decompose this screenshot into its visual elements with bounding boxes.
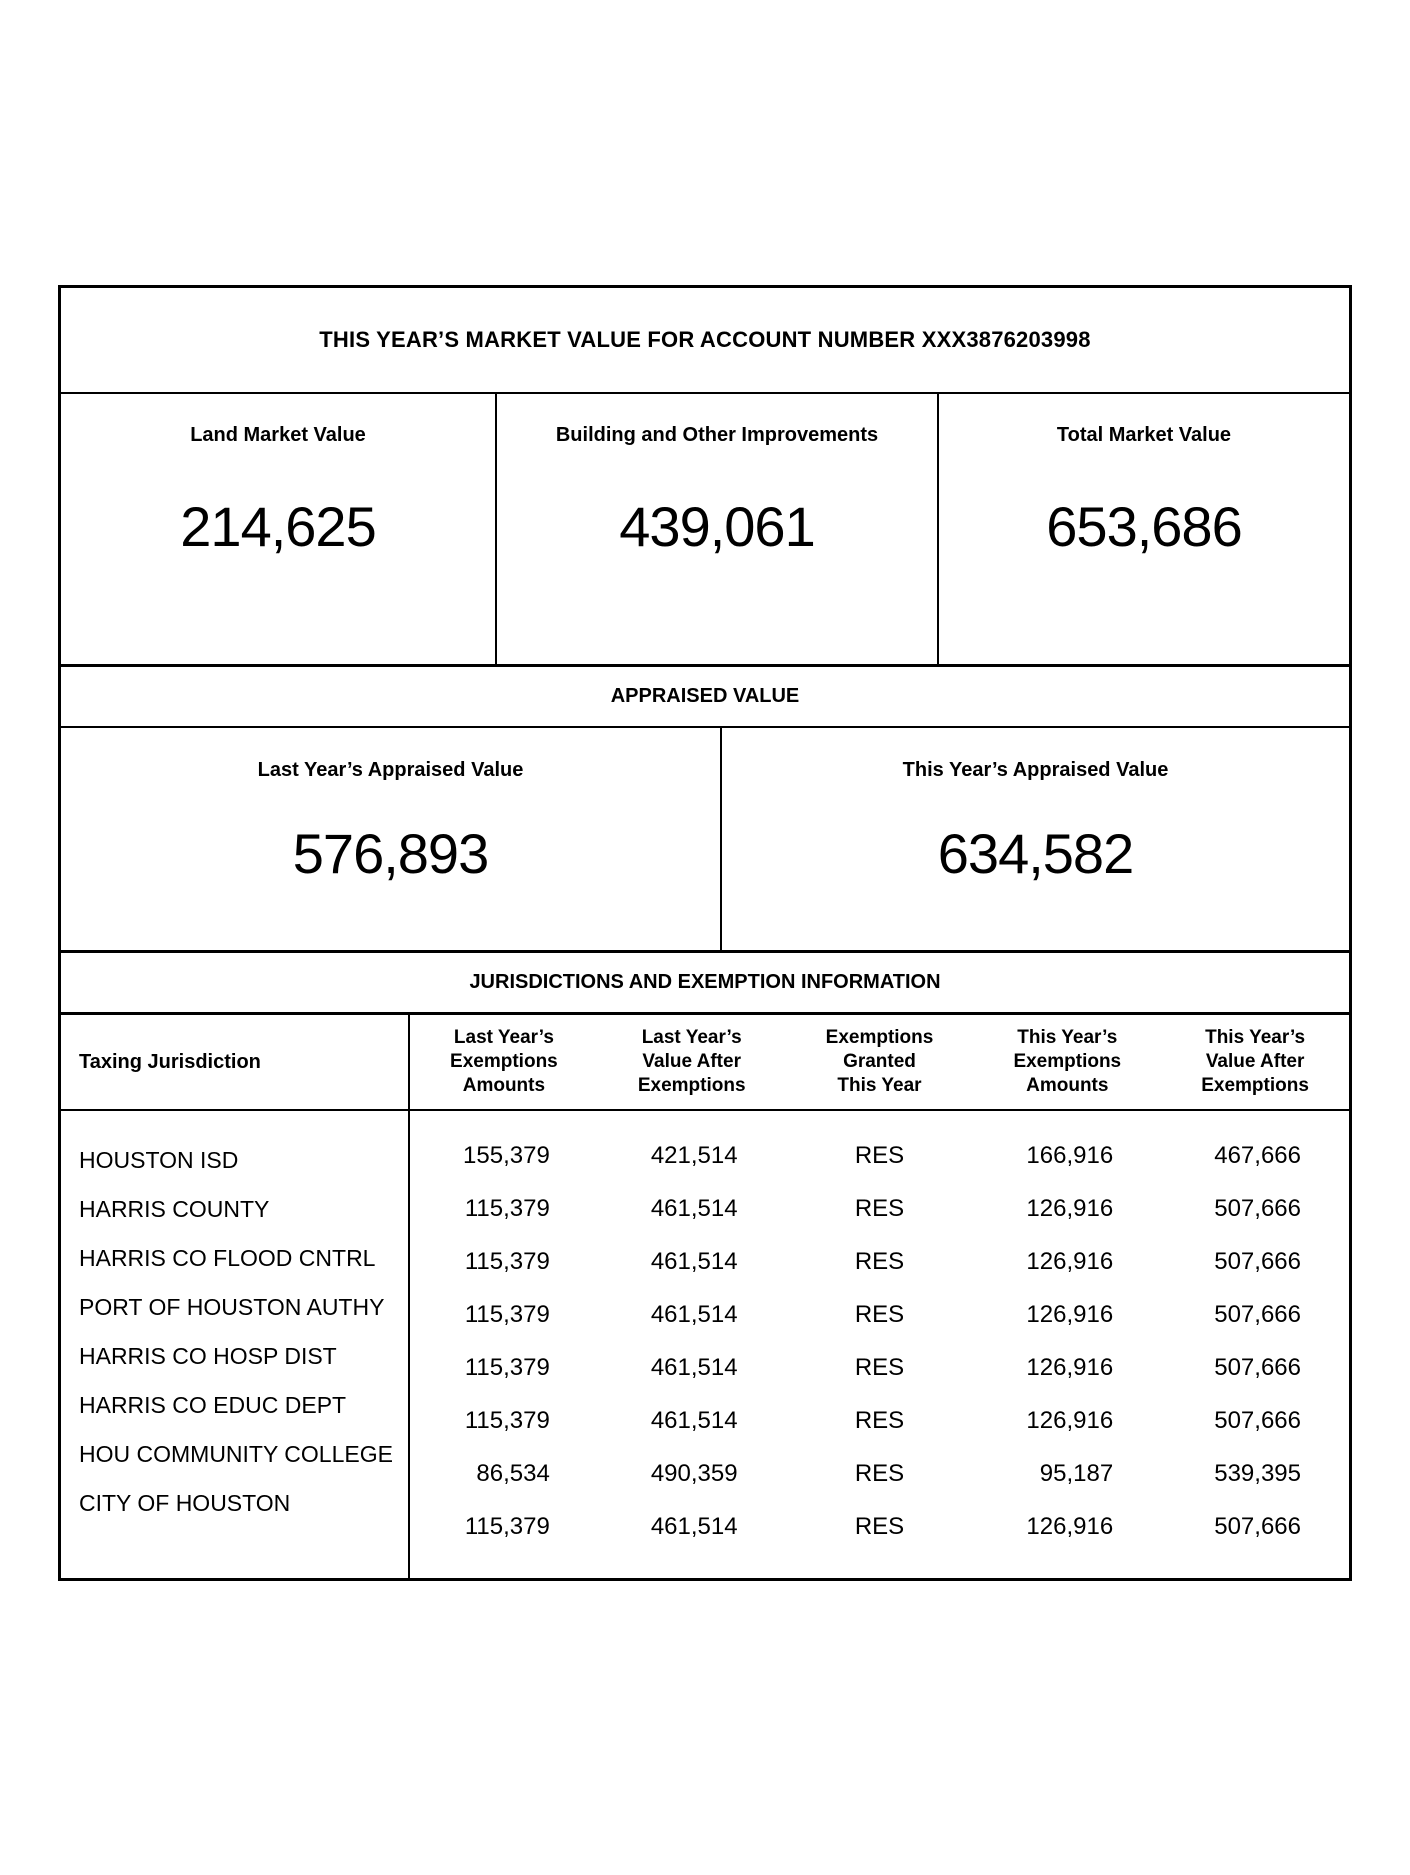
table-row [410,1354,1349,1407]
jurisdiction-name: CITY OF HOUSTON [79,1490,291,1516]
appraised-value-header: APPRAISED VALUE [61,667,1349,728]
last-year-exemptions-value: 115,379 [464,1513,550,1540]
taxing-jurisdiction-names [61,1111,410,1578]
this-year-value-after-value: 507,666 [1214,1195,1301,1222]
this-year-value-after-value: 539,395 [1214,1460,1301,1487]
jurisdictions-table-body [61,1111,1349,1578]
exemptions-granted-value: RES [854,1460,905,1487]
exemptions-granted-value: RES [854,1142,905,1169]
jurisdiction-name: HARRIS CO EDUC DEPT [79,1392,347,1418]
jurisdiction-name: HOUSTON ISD [79,1147,239,1173]
jurisdiction-name: HARRIS COUNTY [79,1196,270,1222]
total-market-value-label: Total Market Value [1056,424,1232,446]
this-year-exemptions-value: 126,916 [1026,1195,1114,1222]
this-year-value-after-value: 507,666 [1214,1301,1301,1328]
appraised-value-section [61,728,1349,953]
exemptions-granted-value: RES [854,1301,905,1328]
last-year-appraised-cell [61,728,722,950]
last-year-value-after-value: 461,514 [650,1195,738,1222]
last-year-value-after-value: 421,514 [650,1142,738,1169]
this-year-exemptions-value: 126,916 [1026,1301,1114,1328]
this-year-appraised-label: This Year’s Appraised Value [902,759,1169,781]
this-year-appraised-cell [722,728,1349,950]
building-improvements-label: Building and Other Improvements [555,424,879,446]
table-row [410,1407,1349,1460]
jurisdiction-name: HARRIS CO FLOOD CNTRL [79,1245,376,1271]
this-year-exemptions-value: 126,916 [1026,1248,1114,1275]
land-market-value-cell [61,394,497,664]
exemptions-granted-value: RES [854,1195,905,1222]
land-market-value: 214,625 [180,495,376,558]
exemptions-granted-value: RES [854,1513,905,1540]
notice-title: THIS YEAR’S MARKET VALUE FOR ACCOUNT NUMBER XXX3876203998 [61,288,1349,394]
total-market-value-cell [939,394,1349,664]
total-market-value: 653,686 [1046,495,1242,558]
market-value-section [61,394,1349,667]
table-row [410,1248,1349,1301]
last-year-value-after-value: 461,514 [650,1301,738,1328]
this-year-exemptions-value: 126,916 [1026,1407,1114,1434]
last-year-value-after-value: 490,359 [650,1460,738,1487]
last-year-value-after-header: Last Year’s Value After Exemptions [637,1027,746,1096]
this-year-value-after-value: 507,666 [1214,1354,1301,1381]
last-year-exemptions-value: 115,379 [464,1248,550,1275]
table-row [410,1142,1349,1195]
this-year-exemptions-value: 166,916 [1026,1142,1114,1169]
jurisdiction-name: HOU COMMUNITY COLLEGE [79,1441,393,1467]
jurisdiction-values [410,1111,1349,1578]
land-market-value-label: Land Market Value [190,424,366,446]
jurisdiction-name: PORT OF HOUSTON AUTHY [79,1294,385,1320]
table-row [410,1460,1349,1513]
this-year-exemptions-value: 126,916 [1026,1513,1114,1540]
exemptions-granted-value: RES [854,1354,905,1381]
appraisal-notice-table [58,285,1352,1581]
this-year-value-after-value: 507,666 [1214,1513,1301,1540]
building-improvements-cell [497,394,939,664]
last-year-value-after-value: 461,514 [650,1354,738,1381]
jurisdictions-value-headers [410,1015,1349,1109]
last-year-exemptions-header: Last Year’s Exemptions Amounts [450,1027,558,1096]
jurisdictions-column-headers [61,1015,1349,1111]
table-row [410,1195,1349,1248]
last-year-value-after-value: 461,514 [650,1407,738,1434]
exemptions-granted-value: RES [854,1407,905,1434]
this-year-value-after-header: This Year’s Value After Exemptions [1201,1027,1309,1096]
building-improvements-value: 439,061 [619,495,815,558]
jurisdiction-name: HARRIS CO HOSP DIST [79,1343,337,1369]
last-year-appraised-label: Last Year’s Appraised Value [257,759,524,781]
last-year-value-after-value: 461,514 [650,1248,738,1275]
last-year-exemptions-value: 115,379 [464,1195,550,1222]
last-year-exemptions-value: 115,379 [464,1301,550,1328]
last-year-value-after-value: 461,514 [650,1513,738,1540]
taxing-jurisdiction-header: Taxing Jurisdiction [61,1015,410,1109]
last-year-exemptions-value: 155,379 [463,1142,550,1169]
table-row [410,1301,1349,1354]
last-year-exemptions-value: 86,534 [476,1460,550,1487]
this-year-value-after-value: 507,666 [1214,1248,1301,1275]
jurisdictions-section-header: JURISDICTIONS AND EXEMPTION INFORMATION [61,953,1349,1015]
table-row [410,1513,1349,1566]
this-year-exemptions-value: 95,187 [1039,1460,1114,1487]
exemptions-granted-header: Exemptions Granted This Year [825,1027,934,1096]
this-year-value-after-value: 467,666 [1214,1142,1301,1169]
this-year-appraised-value: 634,582 [937,822,1134,885]
last-year-exemptions-value: 115,379 [464,1407,550,1434]
this-year-value-after-value: 507,666 [1214,1407,1301,1434]
this-year-exemptions-header: This Year’s Exemptions Amounts [1013,1027,1122,1096]
last-year-exemptions-value: 115,379 [464,1354,550,1381]
exemptions-granted-value: RES [854,1248,905,1275]
this-year-exemptions-value: 126,916 [1026,1354,1114,1381]
last-year-appraised-value: 576,893 [292,822,489,885]
